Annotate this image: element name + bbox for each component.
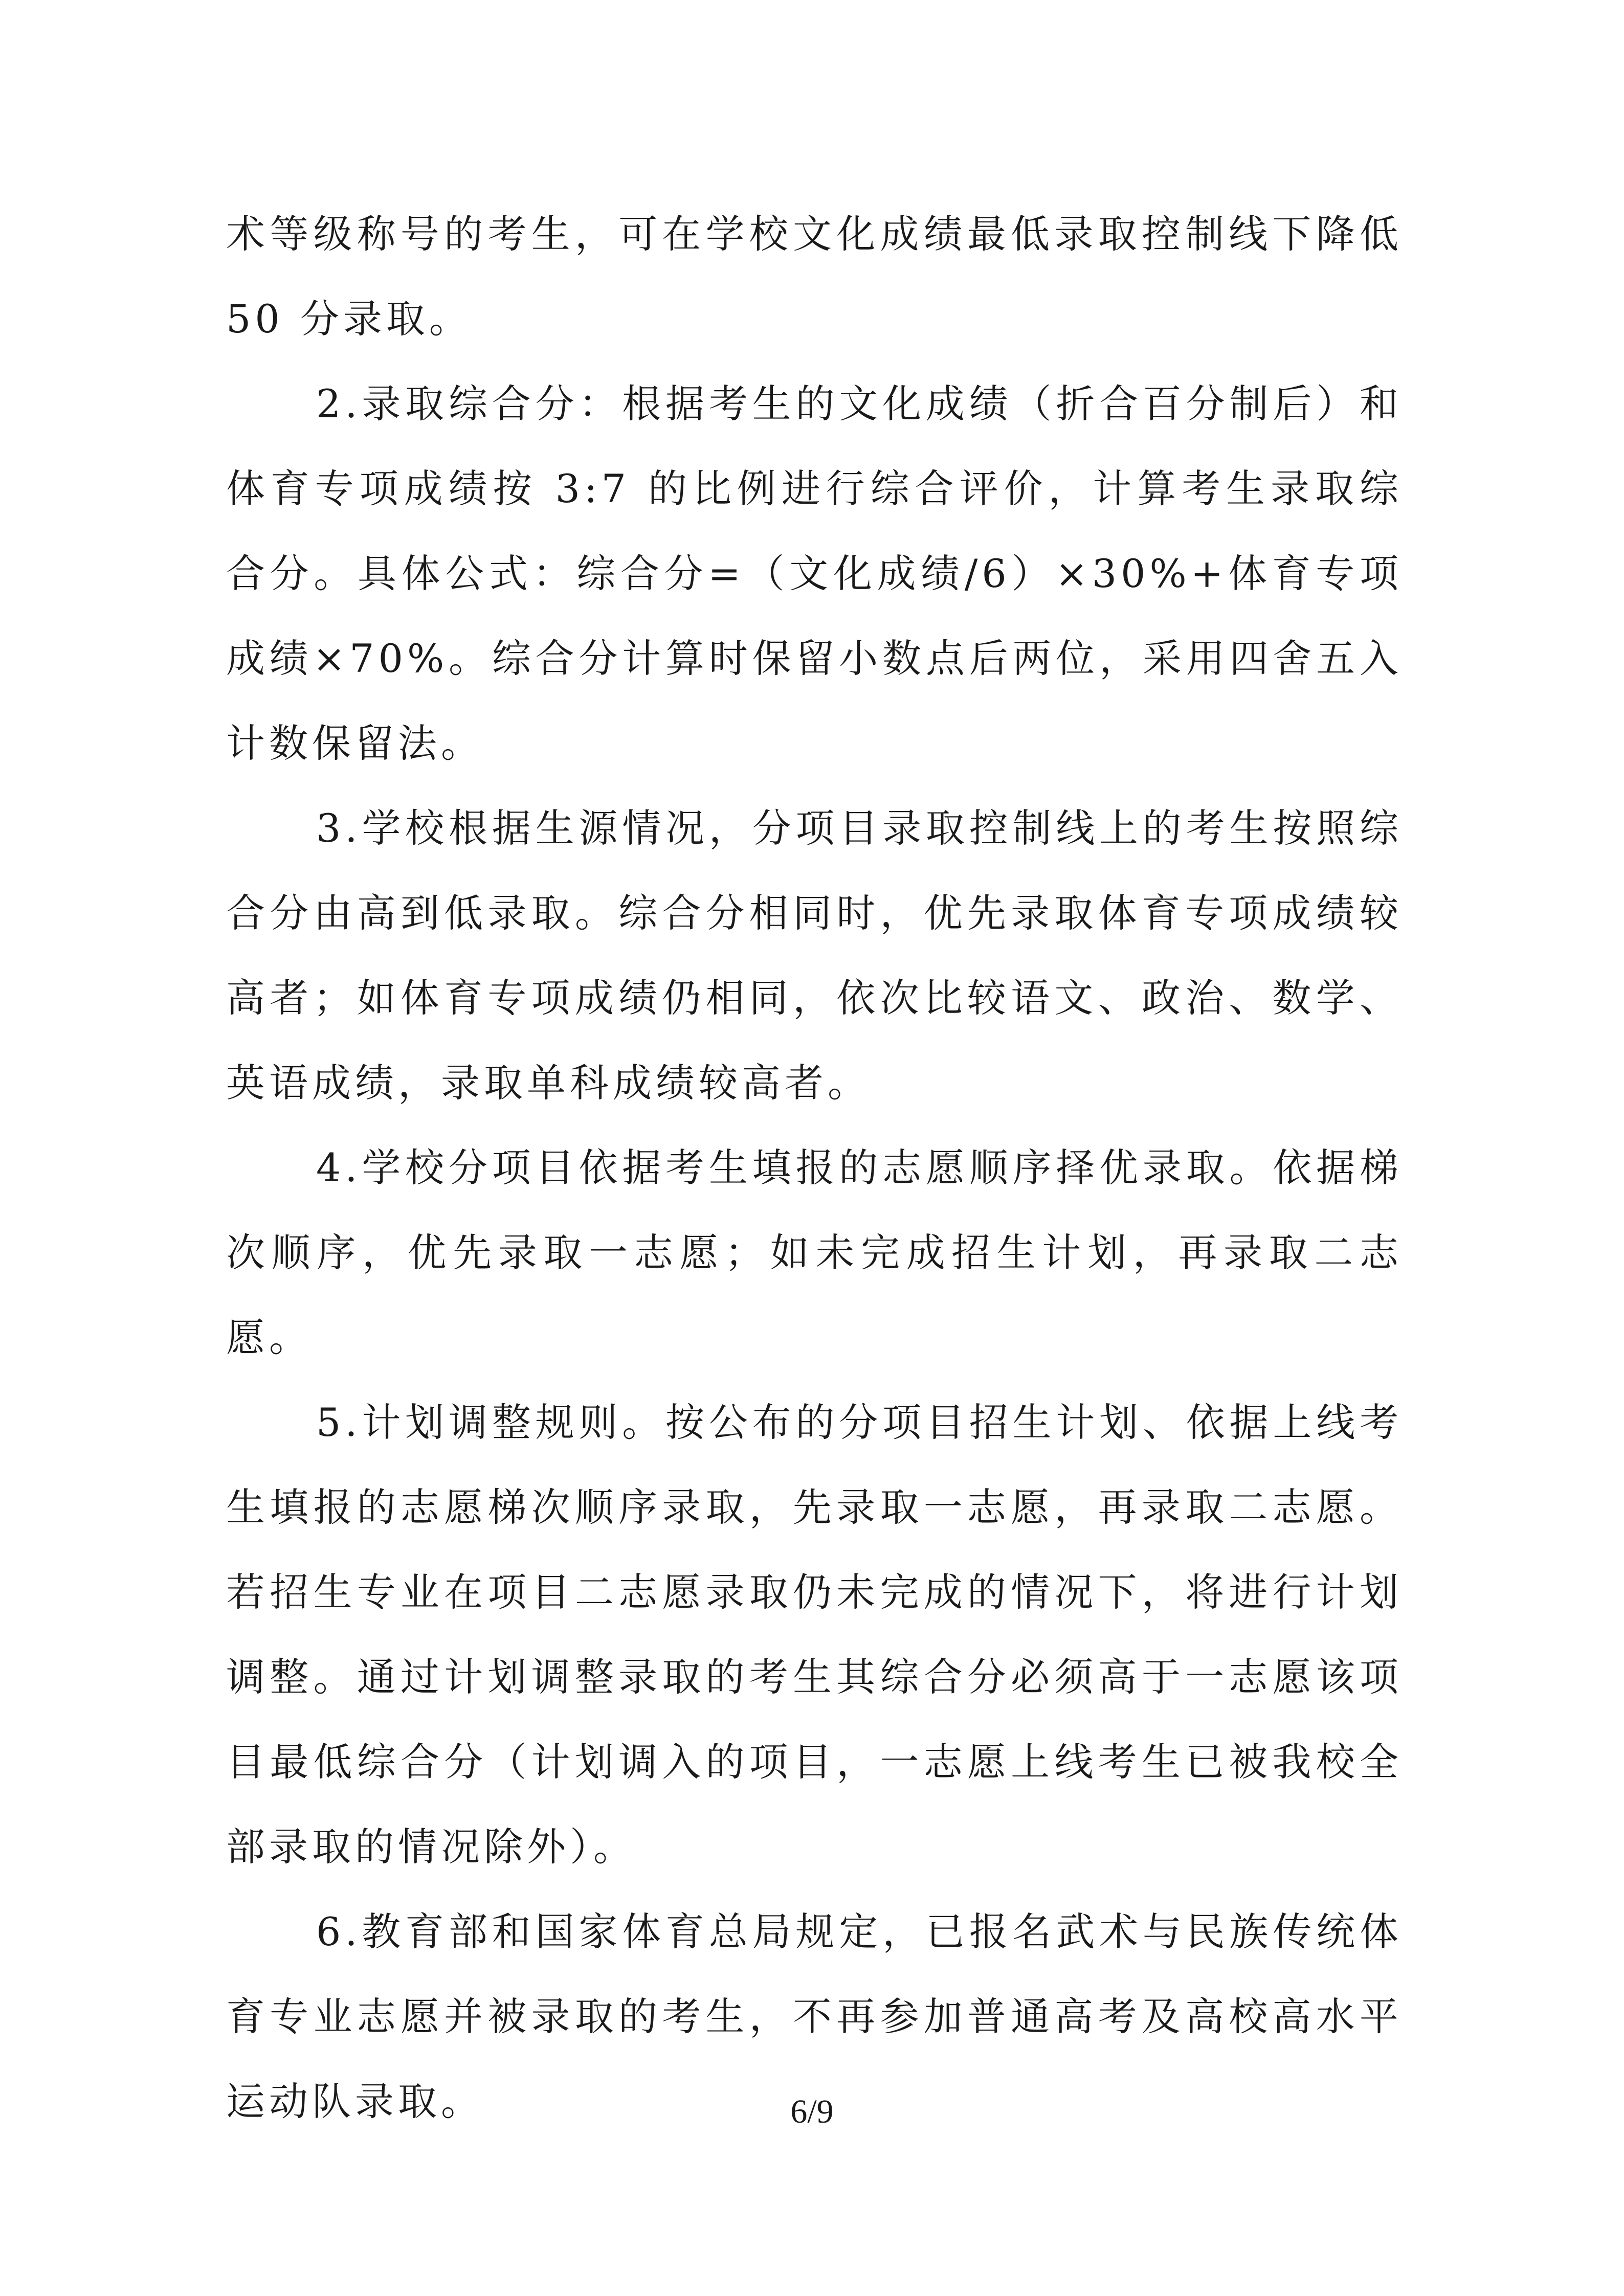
paragraph-item-4: 4.学校分项目依据考生填报的志愿顺序择优录取。依据梯次顺序，优先录取一志愿；如未完成招生计划，再录取二志愿。 bbox=[226, 1145, 1403, 1360]
paragraph-item-2: 2.录取综合分：根据考生的文化成绩（折合百分制后）和体育专项成绩按 3:7 的比例进行综合评价，计算考生录取综合分。具体公式：综合分=（文化成绩/6）×30%+体育专项成绩×70%。综合分计算时保留小数点后两位，采用四舍五入计数保留法。 bbox=[226, 381, 1403, 766]
paragraph-item-6: 6.教育部和国家体育总局规定，已报名武术与民族传统体育专业志愿并被录取的考生，不再参加普通高考及高校高水平运动队录取。 bbox=[226, 1909, 1403, 2124]
document-body bbox=[226, 192, 1403, 2144]
page-number: 6/9 bbox=[790, 2093, 834, 2130]
paragraph-continuation: 术等级称号的考生，可在学校文化成绩最低录取控制线下降低50 分录取。 bbox=[226, 211, 1403, 342]
paragraph-item-5: 5.计划调整规则。按公布的分项目招生计划、依据上线考生填报的志愿梯次顺序录取，先录取一志愿，再录取二志愿。若招生专业在项目二志愿录取仍未完成的情况下，将进行计划调整。通过计划调整录取的考生其综合分必须高于一志愿该项目最低综合分（计划调入的项目，一志愿上线考生已被我校全部录取的情况除外）。 bbox=[226, 1400, 1403, 1870]
paragraph-item-3: 3.学校根据生源情况，分项目录取控制线上的考生按照综合分由高到低录取。综合分相同时，优先录取体育专项成绩较高者；如体育专项成绩仍相同，依次比较语文、政治、数学、英语成绩，录取单科成绩较高者。 bbox=[226, 805, 1403, 1106]
